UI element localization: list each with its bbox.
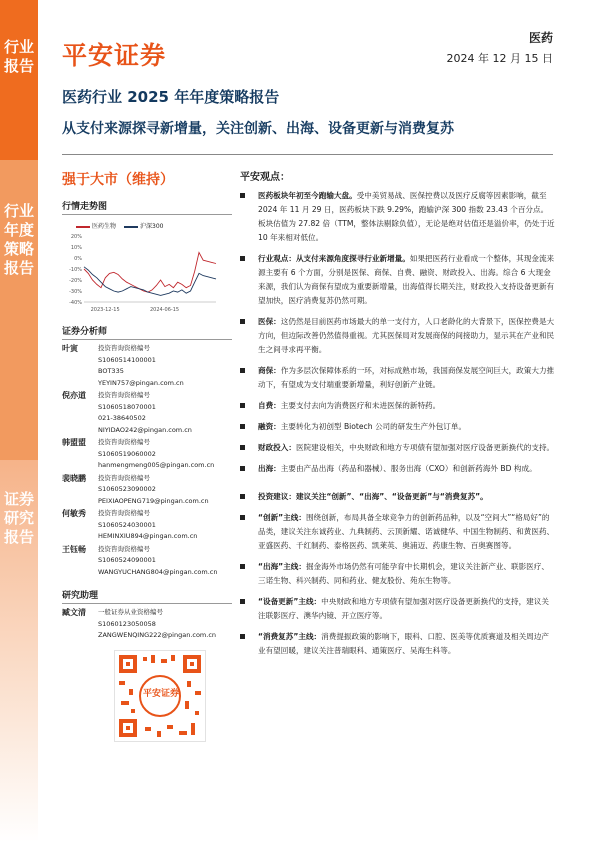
analyst-line: PEIXIAOPENG719@pingan.com.cn <box>98 496 209 505</box>
bullet-text: 这仍然是目前医药市场最大的单一支付方，人口老龄化的大背景下，医保控费是大方向，但边际改善仍然值得重视。尤其医保局对发展商保的间接助力，显示其在产业和民生之间寻求再平衡。 <box>258 317 555 354</box>
chart-heading: 行情走势图 <box>62 199 232 215</box>
bullet-marker-icon <box>240 445 245 450</box>
x-tick-label: 2024-06-15 <box>150 307 180 313</box>
analyst-line: S1060514100001 <box>98 355 156 364</box>
analyst-line: WANGYUCHANG804@pingan.com.cn <box>98 567 218 576</box>
bullet-text: 主要转化为初创型 Biotech 公司的研发生产外包订单。 <box>280 422 467 431</box>
header-divider <box>62 154 553 155</box>
y-tick-label: 20% <box>70 234 82 240</box>
analyst-line: S1060518070001 <box>98 402 156 411</box>
bullet-item <box>240 399 555 413</box>
analyst-name: 韩盟盟 <box>62 438 86 447</box>
assistant-line: S1060123050058 <box>98 619 156 628</box>
bullet-text: 掘金海外市场仍然有可能孕育中长期机会，建议关注新产业、联影医疗、三诺生物、科兴制药、同和药业、健友股份、苑东生物等。 <box>258 562 549 585</box>
report-subtitle: 从支付来源探寻新增量，关注创新、出海、设备更新与消费复苏 <box>62 121 454 137</box>
analyst-name: 裴晓鹏 <box>62 473 86 483</box>
brand-logo: 平安证券 <box>62 41 167 70</box>
sidebar-label-report: 行业报告 <box>3 38 34 75</box>
analyst-details <box>98 437 232 472</box>
bullet-key: “消费复苏”主线： <box>258 632 322 641</box>
analyst-name: 王钰畅 <box>62 544 86 554</box>
qr-center-label: 平安证券 <box>142 688 179 699</box>
bullet-marker-icon <box>240 466 245 471</box>
bullet-item <box>240 252 555 308</box>
bullet-key: 医保： <box>258 317 281 326</box>
analyst-line: S1060519060002 <box>98 449 156 458</box>
bullet-marker-icon <box>240 634 245 639</box>
analyst-entry <box>62 343 232 389</box>
analyst-line: 投资咨询资格编号 <box>98 473 150 482</box>
y-tick-label: -20% <box>69 278 82 284</box>
legend-label-index: 沪深300 <box>140 223 164 230</box>
bullet-item <box>240 595 555 623</box>
bullet-item <box>240 315 555 357</box>
analyst-line: 投资咨询资格编号 <box>98 544 150 553</box>
assistant-name: 臧文清 <box>62 608 86 617</box>
analyst-details <box>98 508 232 543</box>
report-date: 2024 年 12 月 15 日 <box>446 52 553 65</box>
analyst-list <box>62 343 232 578</box>
analyst-line: YEYIN757@pingan.com.cn <box>98 378 184 387</box>
bullet-key: 投资建议：建议关注“创新”、“出海”、“设备更新”与“消费复苏”。 <box>258 492 488 501</box>
analyst-details <box>98 390 232 436</box>
analyst-line: hanmengmeng005@pingan.com.cn <box>98 461 215 469</box>
bullet-item <box>240 560 555 588</box>
sidebar <box>0 0 38 842</box>
bullet-item <box>240 441 555 455</box>
y-tick-label: 0% <box>74 256 82 262</box>
bullet-item <box>240 189 555 245</box>
assistant-line: ZANGWENQING222@pingan.com.cn <box>98 631 217 639</box>
analysts-heading: 证券分析师 <box>62 324 232 340</box>
left-column <box>62 164 232 742</box>
sidebar-block-research <box>0 460 38 842</box>
analyst-line: 投资咨询资格编号 <box>98 509 150 517</box>
bullet-text: 消费提振政策的影响下，眼科、口腔、医美等优质赛道及相关周边产业有望回暖，建议关注普瑞眼科、通策医疗、吴海生科等。 <box>258 632 549 655</box>
sidebar-block-strategy <box>0 160 38 460</box>
report-title: 医药行业 2025 年年度策略报告 <box>62 88 280 106</box>
y-tick-label: -30% <box>69 289 82 295</box>
bullet-key: 自费： <box>258 401 281 410</box>
analyst-name: 何敏秀 <box>62 509 86 518</box>
bullet-marker-icon <box>240 515 245 520</box>
series-line-pharma <box>84 253 216 293</box>
bullet-marker-icon <box>240 256 245 261</box>
analyst-details <box>98 473 232 508</box>
bullet-marker-icon <box>240 193 245 198</box>
analyst-line: 投资咨询资格编号 <box>98 391 150 399</box>
assistant-entry <box>62 607 232 642</box>
sidebar-label-research: 证券研究报告 <box>3 490 34 546</box>
chart-legend <box>76 221 232 230</box>
analyst-line: HEMINXIU894@pingan.com.cn <box>98 532 198 540</box>
bullet-item <box>240 462 555 476</box>
qr-code[interactable] <box>114 650 206 742</box>
bullet-marker-icon <box>240 368 245 373</box>
bullet-key: “创新”主线： <box>258 513 306 522</box>
sector-label: 医药 <box>528 31 553 45</box>
analyst-line: S1060523090002 <box>98 485 156 493</box>
bullet-item <box>240 364 555 392</box>
analyst-entry <box>62 437 232 472</box>
main-content <box>240 168 555 665</box>
bullet-key: “出海”主线： <box>258 562 306 571</box>
legend-item-pharma <box>76 221 116 230</box>
y-tick-label: 10% <box>70 245 82 251</box>
bullet-text: 作为多层次保障体系的一环，对标成熟市场，我国商保发展空间巨大，政策大力推动下，有望成为支付端重要新增量，利好创新产业链。 <box>258 366 555 389</box>
assistant-line: 一般证券从业资格编号 <box>98 608 163 616</box>
bullet-text: 受中美贸易战、医保控费以及医疗反腐等因素影响，截至 2024 年 11 月 29 日，医药板块下跌 9.29%，跑输沪深 300 指数 23.43 个百分点。板块估值为 27.82 倍（TTM，整体法剔除负值），无论是绝对估值还是溢价率，仍处于近 10 年来相对低位。 <box>258 191 555 242</box>
analyst-line: 投资咨询资格编号 <box>98 438 150 446</box>
bullet-key: 财政投入： <box>258 443 296 452</box>
analyst-entry <box>62 390 232 436</box>
bullet-text: 主要支付去向为消费医疗和未进医保的新特药。 <box>280 401 441 410</box>
bullet-item <box>240 630 555 658</box>
sidebar-block-report <box>0 0 38 160</box>
analyst-line: 021-38640502 <box>98 414 146 422</box>
analyst-entry <box>62 508 232 543</box>
analyst-entry <box>62 473 232 508</box>
analyst-details <box>98 343 232 389</box>
bullet-marker-icon <box>240 319 245 324</box>
bullet-key: 医药板块年初至今跑输大盘。 <box>258 191 357 200</box>
bullet-key: 行业观点：从支付来源角度探寻行业新增量。 <box>258 254 410 263</box>
analyst-line: S1060524030001 <box>98 520 156 529</box>
analyst-line: 投资咨询资格编号 <box>98 344 150 352</box>
bullet-text: 如果把医药行业看成一个整体，其现金流来源主要有 6 个方面，分别是医保、商保、自费、融资、财政投入、出海。综合 6 大现金来源，我们认为商保有望成为重要新增量，出海值得长期关注，财政投入支持设备更新有望加快，医疗消费复苏仍然可期。 <box>258 254 555 305</box>
bullet-marker-icon <box>240 403 245 408</box>
bullet-marker-icon <box>240 494 245 499</box>
analyst-name: 叶寅 <box>62 344 78 353</box>
bullet-item <box>240 511 555 553</box>
legend-label-pharma: 医药生物 <box>92 223 117 230</box>
bullet-key: 出海： <box>258 464 281 473</box>
bullet-marker-icon <box>240 599 245 604</box>
analyst-details <box>98 544 232 579</box>
assistant-heading: 研究助理 <box>62 588 232 604</box>
bullet-text: 医院建设相关，中央财政和地方专项债有望加强对医疗设备更新换代的支持。 <box>295 443 555 452</box>
main-heading: 平安观点： <box>240 172 290 183</box>
analyst-entry <box>62 544 232 579</box>
y-tick-label: -40% <box>69 300 82 306</box>
legend-swatch-index <box>124 226 138 228</box>
rating-label: 强于大市（维持） <box>62 172 174 188</box>
bullet-text: 中央财政和地方专项债有望加强对医疗设备更新换代的支持，建议关注联影医疗、澳华内镜、开立医疗等。 <box>258 597 549 620</box>
analyst-name: 倪亦道 <box>62 391 86 400</box>
bullet-key: 商保： <box>258 366 281 375</box>
assistant-details <box>98 607 232 642</box>
legend-swatch-pharma <box>76 226 90 228</box>
bullet-item <box>240 490 555 504</box>
x-tick-label: 2023-12-15 <box>90 307 120 313</box>
y-tick-label: -10% <box>69 267 82 273</box>
bullet-list <box>240 189 555 658</box>
analyst-line: NIYIDAO242@pingan.com.cn <box>98 425 192 434</box>
legend-item-index <box>124 221 163 230</box>
trend-chart <box>62 232 222 314</box>
bullet-text: 主要由产品出海（药品和器械）、服务出海（CXO）和创新药海外 BD 构成。 <box>280 464 537 473</box>
sidebar-label-strategy: 行业年度策略报告 <box>3 202 34 277</box>
bullet-marker-icon <box>240 564 245 569</box>
bullet-marker-icon <box>240 424 245 429</box>
analyst-line: S1060524090001 <box>98 556 156 564</box>
bullet-key: 融资： <box>258 422 281 431</box>
bullet-item <box>240 420 555 434</box>
bullet-key: “设备更新”主线： <box>258 597 322 606</box>
analyst-line: BOT335 <box>98 367 124 375</box>
bullet-text: 围绕创新，布局具备全球竞争力的创新药品种，以及“空间大”“格局好”的品类，建议关注东诚药业、九典制药、云顶新耀、诺诚健华、中国生物制药、和黄医药、亚盛医药、千红制药、泰格医药、凯莱英、奥浦迈、药康生物、百奥赛图等。 <box>258 513 555 550</box>
